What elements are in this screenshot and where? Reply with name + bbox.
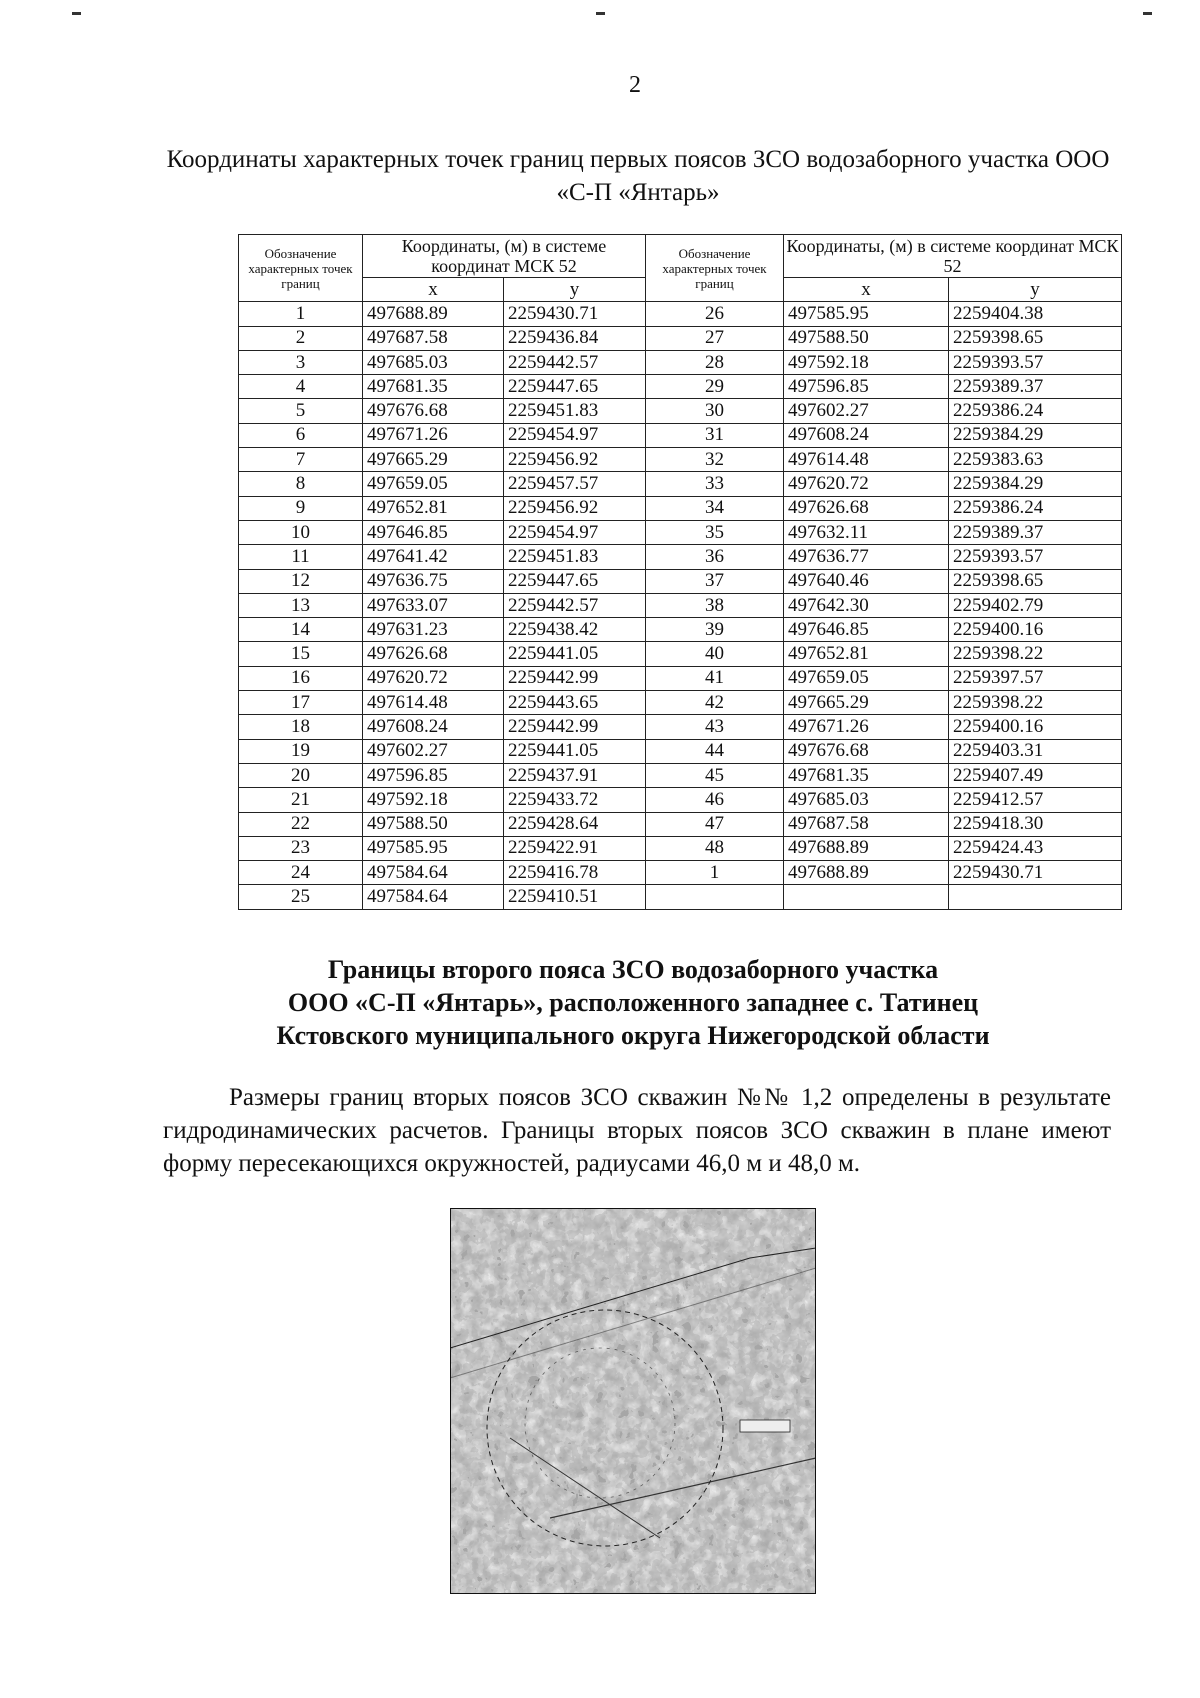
cell-point-left: 25 xyxy=(239,885,363,909)
table-row xyxy=(239,326,1122,350)
table-row xyxy=(239,569,1122,593)
cell-point-left: 5 xyxy=(239,399,363,423)
table-row xyxy=(239,496,1122,520)
cell-x-left: 497602.27 xyxy=(363,739,504,763)
cell-y-left: 2259436.84 xyxy=(504,326,646,350)
cell-point-right xyxy=(646,885,784,909)
cell-x-right: 497688.89 xyxy=(784,836,949,860)
cell-x-left: 497659.05 xyxy=(363,472,504,496)
cell-point-right: 36 xyxy=(646,545,784,569)
cell-x-right: 497685.03 xyxy=(784,788,949,812)
table-row xyxy=(239,715,1122,739)
cell-y-right: 2259389.37 xyxy=(949,375,1122,399)
cell-y-left: 2259456.92 xyxy=(504,496,646,520)
cell-y-left: 2259442.99 xyxy=(504,666,646,690)
cell-point-left: 8 xyxy=(239,472,363,496)
table-row xyxy=(239,399,1122,423)
cell-y-right: 2259384.29 xyxy=(949,423,1122,447)
cell-x-right: 497620.72 xyxy=(784,472,949,496)
cell-x-right: 497614.48 xyxy=(784,448,949,472)
cell-x-left: 497633.07 xyxy=(363,593,504,617)
cell-point-left: 9 xyxy=(239,496,363,520)
cell-point-left: 12 xyxy=(239,569,363,593)
cell-y-left: 2259454.97 xyxy=(504,423,646,447)
cell-x-right: 497642.30 xyxy=(784,593,949,617)
cell-point-left: 2 xyxy=(239,326,363,350)
table-row xyxy=(239,350,1122,374)
cell-x-right: 497681.35 xyxy=(784,763,949,787)
cell-y-left: 2259410.51 xyxy=(504,885,646,909)
cell-x-right: 497626.68 xyxy=(784,496,949,520)
cell-point-right: 45 xyxy=(646,763,784,787)
cell-point-right: 27 xyxy=(646,326,784,350)
cell-y-left: 2259442.57 xyxy=(504,350,646,374)
map-scale-label xyxy=(740,1420,790,1432)
cell-point-right: 41 xyxy=(646,666,784,690)
cell-point-right: 42 xyxy=(646,691,784,715)
cell-x-left: 497646.85 xyxy=(363,520,504,544)
cell-x-left: 497687.58 xyxy=(363,326,504,350)
document-title: Координаты характерных точек границ первых поясов ЗСО водозаборного участка ООО «С-П «Янтарь» xyxy=(166,146,1110,206)
cell-x-left: 497631.23 xyxy=(363,618,504,642)
cell-point-right: 39 xyxy=(646,618,784,642)
cell-point-left: 7 xyxy=(239,448,363,472)
page-number: 2 xyxy=(629,72,641,98)
cell-x-right xyxy=(784,885,949,909)
cell-y-right: 2259402.79 xyxy=(949,593,1122,617)
cell-x-left: 497588.50 xyxy=(363,812,504,836)
cell-point-left: 24 xyxy=(239,861,363,885)
cell-y-left: 2259441.05 xyxy=(504,739,646,763)
header-y-right: y xyxy=(949,278,1122,302)
table-row xyxy=(239,642,1122,666)
cell-x-left: 497596.85 xyxy=(363,763,504,787)
cell-x-left: 497614.48 xyxy=(363,691,504,715)
header-point-right: Обозначение характерных точек границ xyxy=(646,235,784,302)
cell-x-left: 497584.64 xyxy=(363,885,504,909)
cell-point-right: 44 xyxy=(646,739,784,763)
header-coords-right: Координаты, (м) в системе координат МСК 52 xyxy=(784,235,1122,278)
header-coords-left: Координаты, (м) в системе координат МСК 52 xyxy=(363,235,646,278)
cell-x-right: 497687.58 xyxy=(784,812,949,836)
table-row xyxy=(239,375,1122,399)
cell-x-left: 497681.35 xyxy=(363,375,504,399)
cell-y-left: 2259422.91 xyxy=(504,836,646,860)
cell-x-right: 497659.05 xyxy=(784,666,949,690)
cell-y-left: 2259437.91 xyxy=(504,763,646,787)
cell-x-right: 497665.29 xyxy=(784,691,949,715)
cell-y-right: 2259400.16 xyxy=(949,715,1122,739)
cell-y-right: 2259398.22 xyxy=(949,691,1122,715)
cell-point-left: 18 xyxy=(239,715,363,739)
cell-x-left: 497671.26 xyxy=(363,423,504,447)
cell-y-right: 2259418.30 xyxy=(949,812,1122,836)
cell-y-right: 2259403.31 xyxy=(949,739,1122,763)
table-row xyxy=(239,666,1122,690)
header-y-left: y xyxy=(504,278,646,302)
cell-y-right xyxy=(949,885,1122,909)
cell-x-right: 497671.26 xyxy=(784,715,949,739)
cell-y-right: 2259393.57 xyxy=(949,350,1122,374)
cell-x-right: 497632.11 xyxy=(784,520,949,544)
scan-mark-right xyxy=(1143,12,1152,15)
cell-y-right: 2259407.49 xyxy=(949,763,1122,787)
cell-x-left: 497688.89 xyxy=(363,302,504,326)
cell-point-right: 31 xyxy=(646,423,784,447)
cell-x-right: 497640.46 xyxy=(784,569,949,593)
header-point-left: Обозначение характерных точек границ xyxy=(239,235,363,302)
cell-point-right: 29 xyxy=(646,375,784,399)
cell-point-left: 6 xyxy=(239,423,363,447)
table-row xyxy=(239,423,1122,447)
cell-point-right: 43 xyxy=(646,715,784,739)
cell-y-left: 2259451.83 xyxy=(504,545,646,569)
cell-point-right: 33 xyxy=(646,472,784,496)
cell-point-right: 38 xyxy=(646,593,784,617)
header-x-left: x xyxy=(363,278,504,302)
cell-x-right: 497688.89 xyxy=(784,861,949,885)
cell-y-right: 2259424.43 xyxy=(949,836,1122,860)
cell-x-right: 497602.27 xyxy=(784,399,949,423)
table-row xyxy=(239,302,1122,326)
cell-point-right: 46 xyxy=(646,788,784,812)
table-row xyxy=(239,885,1122,909)
scan-mark-center xyxy=(596,12,605,15)
cell-point-right: 28 xyxy=(646,350,784,374)
cell-x-right: 497596.85 xyxy=(784,375,949,399)
cell-y-right: 2259404.38 xyxy=(949,302,1122,326)
cell-x-left: 497584.64 xyxy=(363,861,504,885)
cell-y-right: 2259386.24 xyxy=(949,496,1122,520)
cell-y-left: 2259447.65 xyxy=(504,569,646,593)
cell-y-right: 2259400.16 xyxy=(949,618,1122,642)
table-row xyxy=(239,812,1122,836)
cell-x-left: 497626.68 xyxy=(363,642,504,666)
cell-x-right: 497676.68 xyxy=(784,739,949,763)
cell-point-left: 21 xyxy=(239,788,363,812)
cell-y-left: 2259443.65 xyxy=(504,691,646,715)
cell-point-left: 3 xyxy=(239,350,363,374)
cell-point-left: 22 xyxy=(239,812,363,836)
cell-x-left: 497636.75 xyxy=(363,569,504,593)
cell-point-left: 13 xyxy=(239,593,363,617)
table-row xyxy=(239,788,1122,812)
coordinates-table-body xyxy=(239,302,1122,909)
table-row xyxy=(239,763,1122,787)
cell-y-left: 2259442.57 xyxy=(504,593,646,617)
header-x-right: x xyxy=(784,278,949,302)
cell-y-right: 2259393.57 xyxy=(949,545,1122,569)
cell-point-left: 15 xyxy=(239,642,363,666)
cell-y-left: 2259451.83 xyxy=(504,399,646,423)
cell-point-right: 32 xyxy=(646,448,784,472)
cell-point-right: 34 xyxy=(646,496,784,520)
cell-point-right: 26 xyxy=(646,302,784,326)
cell-point-left: 14 xyxy=(239,618,363,642)
section-heading-line-3: Кстовского муниципального округа Нижегородской области xyxy=(276,1021,990,1050)
cell-x-left: 497676.68 xyxy=(363,399,504,423)
cell-y-right: 2259397.57 xyxy=(949,666,1122,690)
cell-point-left: 1 xyxy=(239,302,363,326)
cell-x-left: 497665.29 xyxy=(363,448,504,472)
table-row xyxy=(239,520,1122,544)
cell-point-left: 20 xyxy=(239,763,363,787)
cell-y-left: 2259433.72 xyxy=(504,788,646,812)
cell-point-right: 48 xyxy=(646,836,784,860)
cell-point-right: 35 xyxy=(646,520,784,544)
cell-y-right: 2259398.22 xyxy=(949,642,1122,666)
cell-point-left: 4 xyxy=(239,375,363,399)
cell-x-right: 497646.85 xyxy=(784,618,949,642)
table-row xyxy=(239,448,1122,472)
cell-x-left: 497585.95 xyxy=(363,836,504,860)
table-row xyxy=(239,739,1122,763)
body-paragraph: Размеры границ вторых поясов ЗСО скважин №№ 1,2 определены в результате гидродинамических расчетов. Границы вторых поясов ЗСО скважин в плане имеют форму пересекающихся окружностей, радиусами 46,0 м и 48,0 м. xyxy=(163,1084,1111,1177)
cell-y-left: 2259416.78 xyxy=(504,861,646,885)
cell-y-left: 2259442.99 xyxy=(504,715,646,739)
aerial-map-image xyxy=(450,1208,816,1594)
cell-y-right: 2259386.24 xyxy=(949,399,1122,423)
cell-x-right: 497608.24 xyxy=(784,423,949,447)
cell-x-left: 497652.81 xyxy=(363,496,504,520)
cell-y-right: 2259430.71 xyxy=(949,861,1122,885)
cell-x-left: 497592.18 xyxy=(363,788,504,812)
cell-y-right: 2259384.29 xyxy=(949,472,1122,496)
table-row xyxy=(239,691,1122,715)
table-row xyxy=(239,593,1122,617)
cell-point-right: 47 xyxy=(646,812,784,836)
cell-point-left: 23 xyxy=(239,836,363,860)
table-row xyxy=(239,618,1122,642)
coordinates-table xyxy=(238,234,1122,910)
cell-y-left: 2259438.42 xyxy=(504,618,646,642)
cell-y-left: 2259447.65 xyxy=(504,375,646,399)
cell-y-left: 2259441.05 xyxy=(504,642,646,666)
cell-x-right: 497652.81 xyxy=(784,642,949,666)
table-row xyxy=(239,545,1122,569)
cell-x-right: 497588.50 xyxy=(784,326,949,350)
cell-y-left: 2259457.57 xyxy=(504,472,646,496)
cell-y-right: 2259398.65 xyxy=(949,326,1122,350)
cell-y-left: 2259454.97 xyxy=(504,520,646,544)
cell-point-left: 19 xyxy=(239,739,363,763)
cell-y-left: 2259430.71 xyxy=(504,302,646,326)
cell-y-right: 2259383.63 xyxy=(949,448,1122,472)
cell-x-left: 497685.03 xyxy=(363,350,504,374)
scan-mark-left xyxy=(72,12,81,15)
cell-x-left: 497608.24 xyxy=(363,715,504,739)
cell-point-right: 1 xyxy=(646,861,784,885)
cell-y-right: 2259398.65 xyxy=(949,569,1122,593)
cell-point-left: 16 xyxy=(239,666,363,690)
section-heading-line-2: ООО «С-П «Янтарь», расположенного западнее с. Татинец xyxy=(287,988,979,1017)
table-row xyxy=(239,836,1122,860)
cell-x-left: 497620.72 xyxy=(363,666,504,690)
section-heading xyxy=(200,953,1066,1052)
cell-x-right: 497585.95 xyxy=(784,302,949,326)
cell-x-left: 497641.42 xyxy=(363,545,504,569)
cell-point-right: 40 xyxy=(646,642,784,666)
cell-y-left: 2259428.64 xyxy=(504,812,646,836)
cell-x-right: 497636.77 xyxy=(784,545,949,569)
cell-point-left: 17 xyxy=(239,691,363,715)
cell-point-left: 10 xyxy=(239,520,363,544)
cell-y-left: 2259456.92 xyxy=(504,448,646,472)
table-row xyxy=(239,472,1122,496)
cell-point-left: 11 xyxy=(239,545,363,569)
cell-x-right: 497592.18 xyxy=(784,350,949,374)
cell-point-right: 30 xyxy=(646,399,784,423)
cell-y-right: 2259389.37 xyxy=(949,520,1122,544)
section-heading-line-1: Границы второго пояса ЗСО водозаборного участка xyxy=(327,955,939,984)
table-row xyxy=(239,861,1122,885)
cell-point-right: 37 xyxy=(646,569,784,593)
cell-y-right: 2259412.57 xyxy=(949,788,1122,812)
